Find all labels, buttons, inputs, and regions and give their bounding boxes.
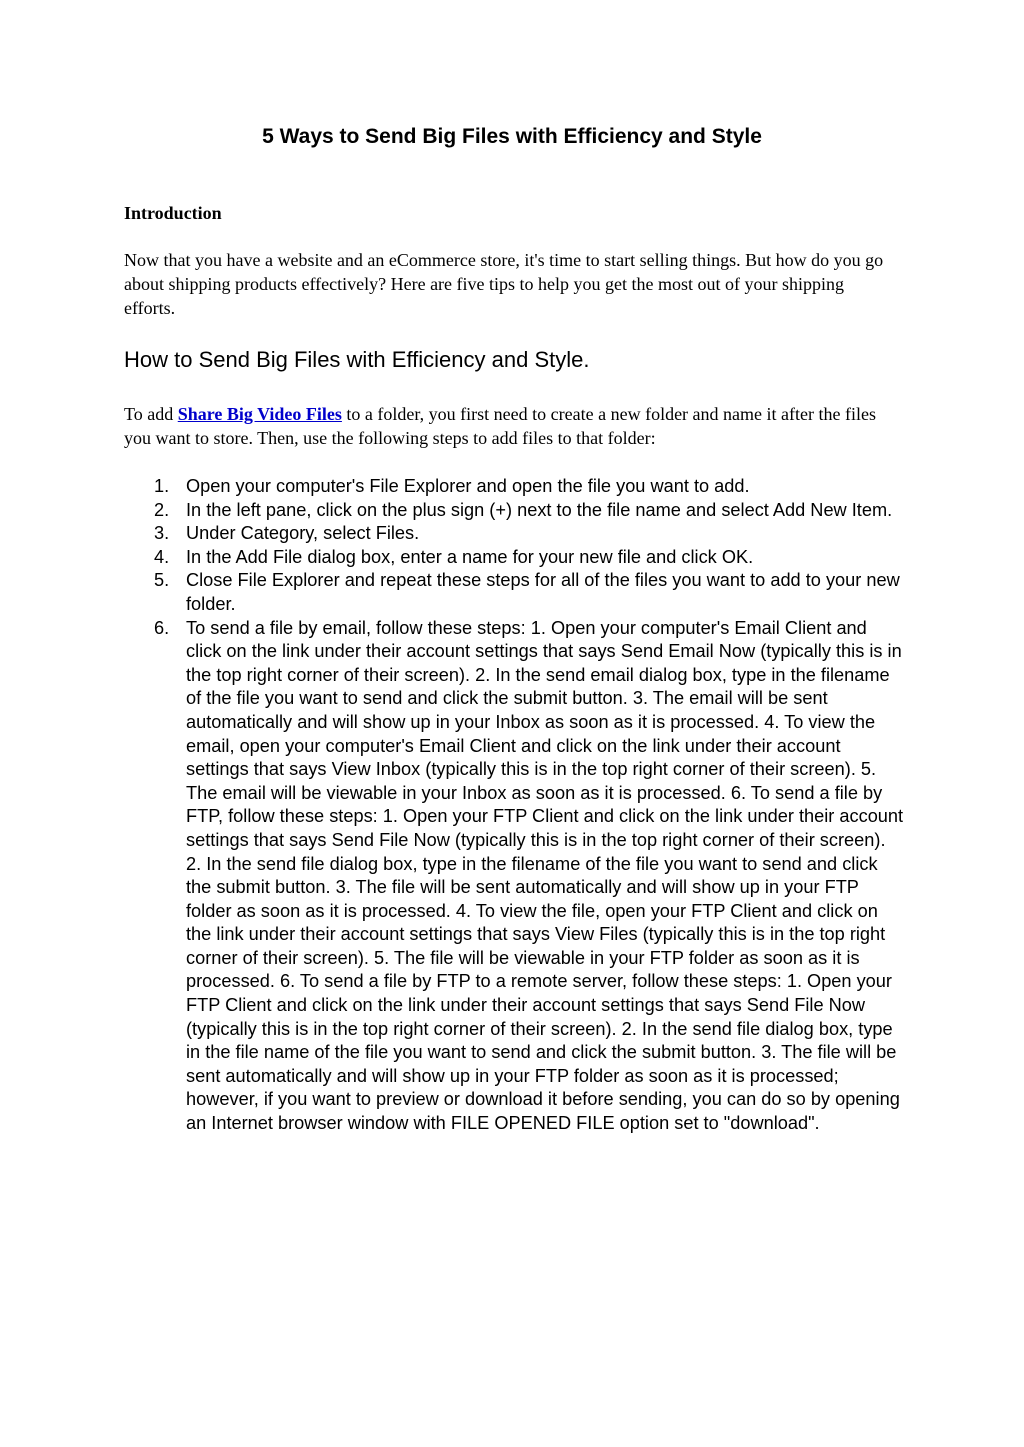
paragraph-lead-text: To add	[124, 404, 178, 424]
step-text: Open your computer's File Explorer and open the file you want to add.	[186, 476, 750, 496]
steps-list	[124, 475, 904, 1136]
step-number: 1.	[154, 476, 170, 496]
step-text: Close File Explorer and repeat these steps for all of the files you want to add to your new folder.	[186, 570, 900, 614]
introduction-heading: Introduction	[124, 203, 222, 223]
step-number: 4.	[154, 546, 170, 567]
step-text: In the left pane, click on the plus sign (+) next to the file name and select Add New Item.	[186, 499, 893, 520]
step-number: 3.	[154, 523, 170, 544]
list-item	[124, 617, 904, 1136]
step-text: To send a file by email, follow these steps: 1. Open your computer's Email Client and click on the link under their account settings that says Send Email Now (typically this is in the top right corner of their screen). 2. In the send email dialog box, type in the filename of the file you want to send and click the submit button. 3. The email will be sent automatically and will show up in your Inbox as soon as it is processed. 4. To view the email, open your computer's Email Client and click on the link under their account settings that says View Inbox (typically this is in the top right corner of their screen). 5. The email will be viewable in your Inbox as soon as it is processed. 6. To send a file by FTP, follow these steps: 1. Open your FTP Client and click on the link under their account settings that says Send File Now (typically this is in the top right corner of their screen). 2. In the send file dialog box, type in the filename of the file you want to send and click the submit button. 3. The file will be sent automatically and will show up in your FTP folder as soon as it is processed. 4. To view the file, open your FTP Client and click on the link under their account settings that says View Files (typically this is in the top right corner of their screen). 5. The file will be viewable in your FTP folder as soon as it is processed. 6. To send a file by FTP to a remote server, follow these steps: 1. Open your FTP Client and click on the link under their account settings that says Send File Now (typically this is in the top right corner of their screen). 2. In the send file dialog box, type in the file name of the file you want to send and click the submit button. 3. The file will be sent automatically and will show up in your FTP folder as soon as it is processed; however, if you want to preview or download it before sending, you can do so by opening an Internet browser window with FILE OPENED FILE option set to "download".	[186, 617, 904, 1134]
list-item	[124, 522, 904, 546]
step-text: Under Category, select Files.	[186, 523, 420, 544]
document-title: 5 Ways to Send Big Files with Efficiency and Style	[262, 125, 762, 148]
list-item	[124, 499, 904, 523]
list-item	[124, 475, 904, 499]
list-item	[124, 546, 904, 570]
step-text: In the Add File dialog box, enter a name for your new file and click OK.	[186, 546, 754, 567]
section-paragraph	[124, 402, 884, 450]
list-item	[124, 569, 904, 616]
paragraph-trailing-text: to a folder, you first need to create a new folder and name it after the files you want to store. Then, use the following steps to add files to that folder:	[124, 404, 876, 448]
step-number: 6.	[154, 617, 170, 638]
introduction-paragraph: Now that you have a website and an eCommerce store, it's time to start selling things. But how do you go about shipping products effectively? Here are five tips to help you get the most out of your shipping efforts.	[124, 250, 884, 318]
step-number: 2.	[154, 499, 170, 520]
step-number: 5.	[154, 570, 170, 591]
share-big-video-files-link[interactable]: Share Big Video Files	[177, 404, 342, 424]
section-heading: How to Send Big Files with Efficiency and Style.	[124, 347, 590, 372]
